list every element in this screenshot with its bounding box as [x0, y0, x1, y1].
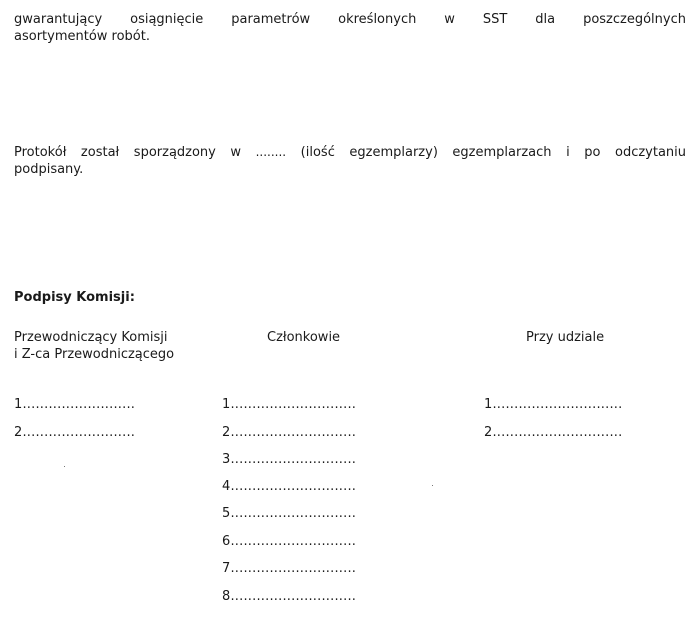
member-signature-line: 5.............................	[222, 506, 357, 521]
chairman-signature-line: 2..........................	[14, 425, 136, 440]
paragraph-protocol-copies	[14, 144, 686, 178]
signatures-heading: Podpisy Komisji:	[14, 290, 135, 305]
text-segment: (ilość egzemplarzy) egzemplarzach i po odczytaniu	[286, 145, 687, 160]
column-header-line: i Z-ca Przewodniczącego	[14, 347, 175, 362]
paragraph-quality-parameters	[14, 11, 686, 45]
column-header-line: Przewodniczący Komisji	[14, 330, 168, 345]
participants-column-header: Przy udziale	[526, 330, 605, 345]
paragraph-line: asortymentów robót.	[14, 29, 150, 44]
paragraph-line: podpisany.	[14, 162, 84, 177]
text-segment: Protokół został sporządzony w	[14, 145, 256, 160]
participant-signature-line: 1..............................	[484, 397, 623, 412]
member-signature-line: 2.............................	[222, 425, 357, 440]
member-signature-line: 4.............................	[222, 479, 357, 494]
member-signature-line: 8.............................	[222, 589, 357, 604]
chairman-signature-line: 1..........................	[14, 397, 136, 412]
paragraph-line	[14, 144, 686, 161]
copies-count-blank: ........	[255, 145, 287, 159]
member-signature-line: 7.............................	[222, 561, 357, 576]
chairman-column-header	[14, 329, 214, 363]
members-column-header: Członkowie	[267, 330, 341, 345]
participant-signature-line: 2..............................	[484, 425, 623, 440]
scan-speck	[64, 466, 65, 467]
member-signature-line: 1.............................	[222, 397, 357, 412]
paragraph-line: gwarantujący osiągnięcie parametrów określonych w SST dla poszczególnych	[14, 12, 686, 27]
member-signature-line: 3.............................	[222, 452, 357, 467]
scan-speck	[432, 485, 433, 486]
member-signature-line: 6.............................	[222, 534, 357, 549]
